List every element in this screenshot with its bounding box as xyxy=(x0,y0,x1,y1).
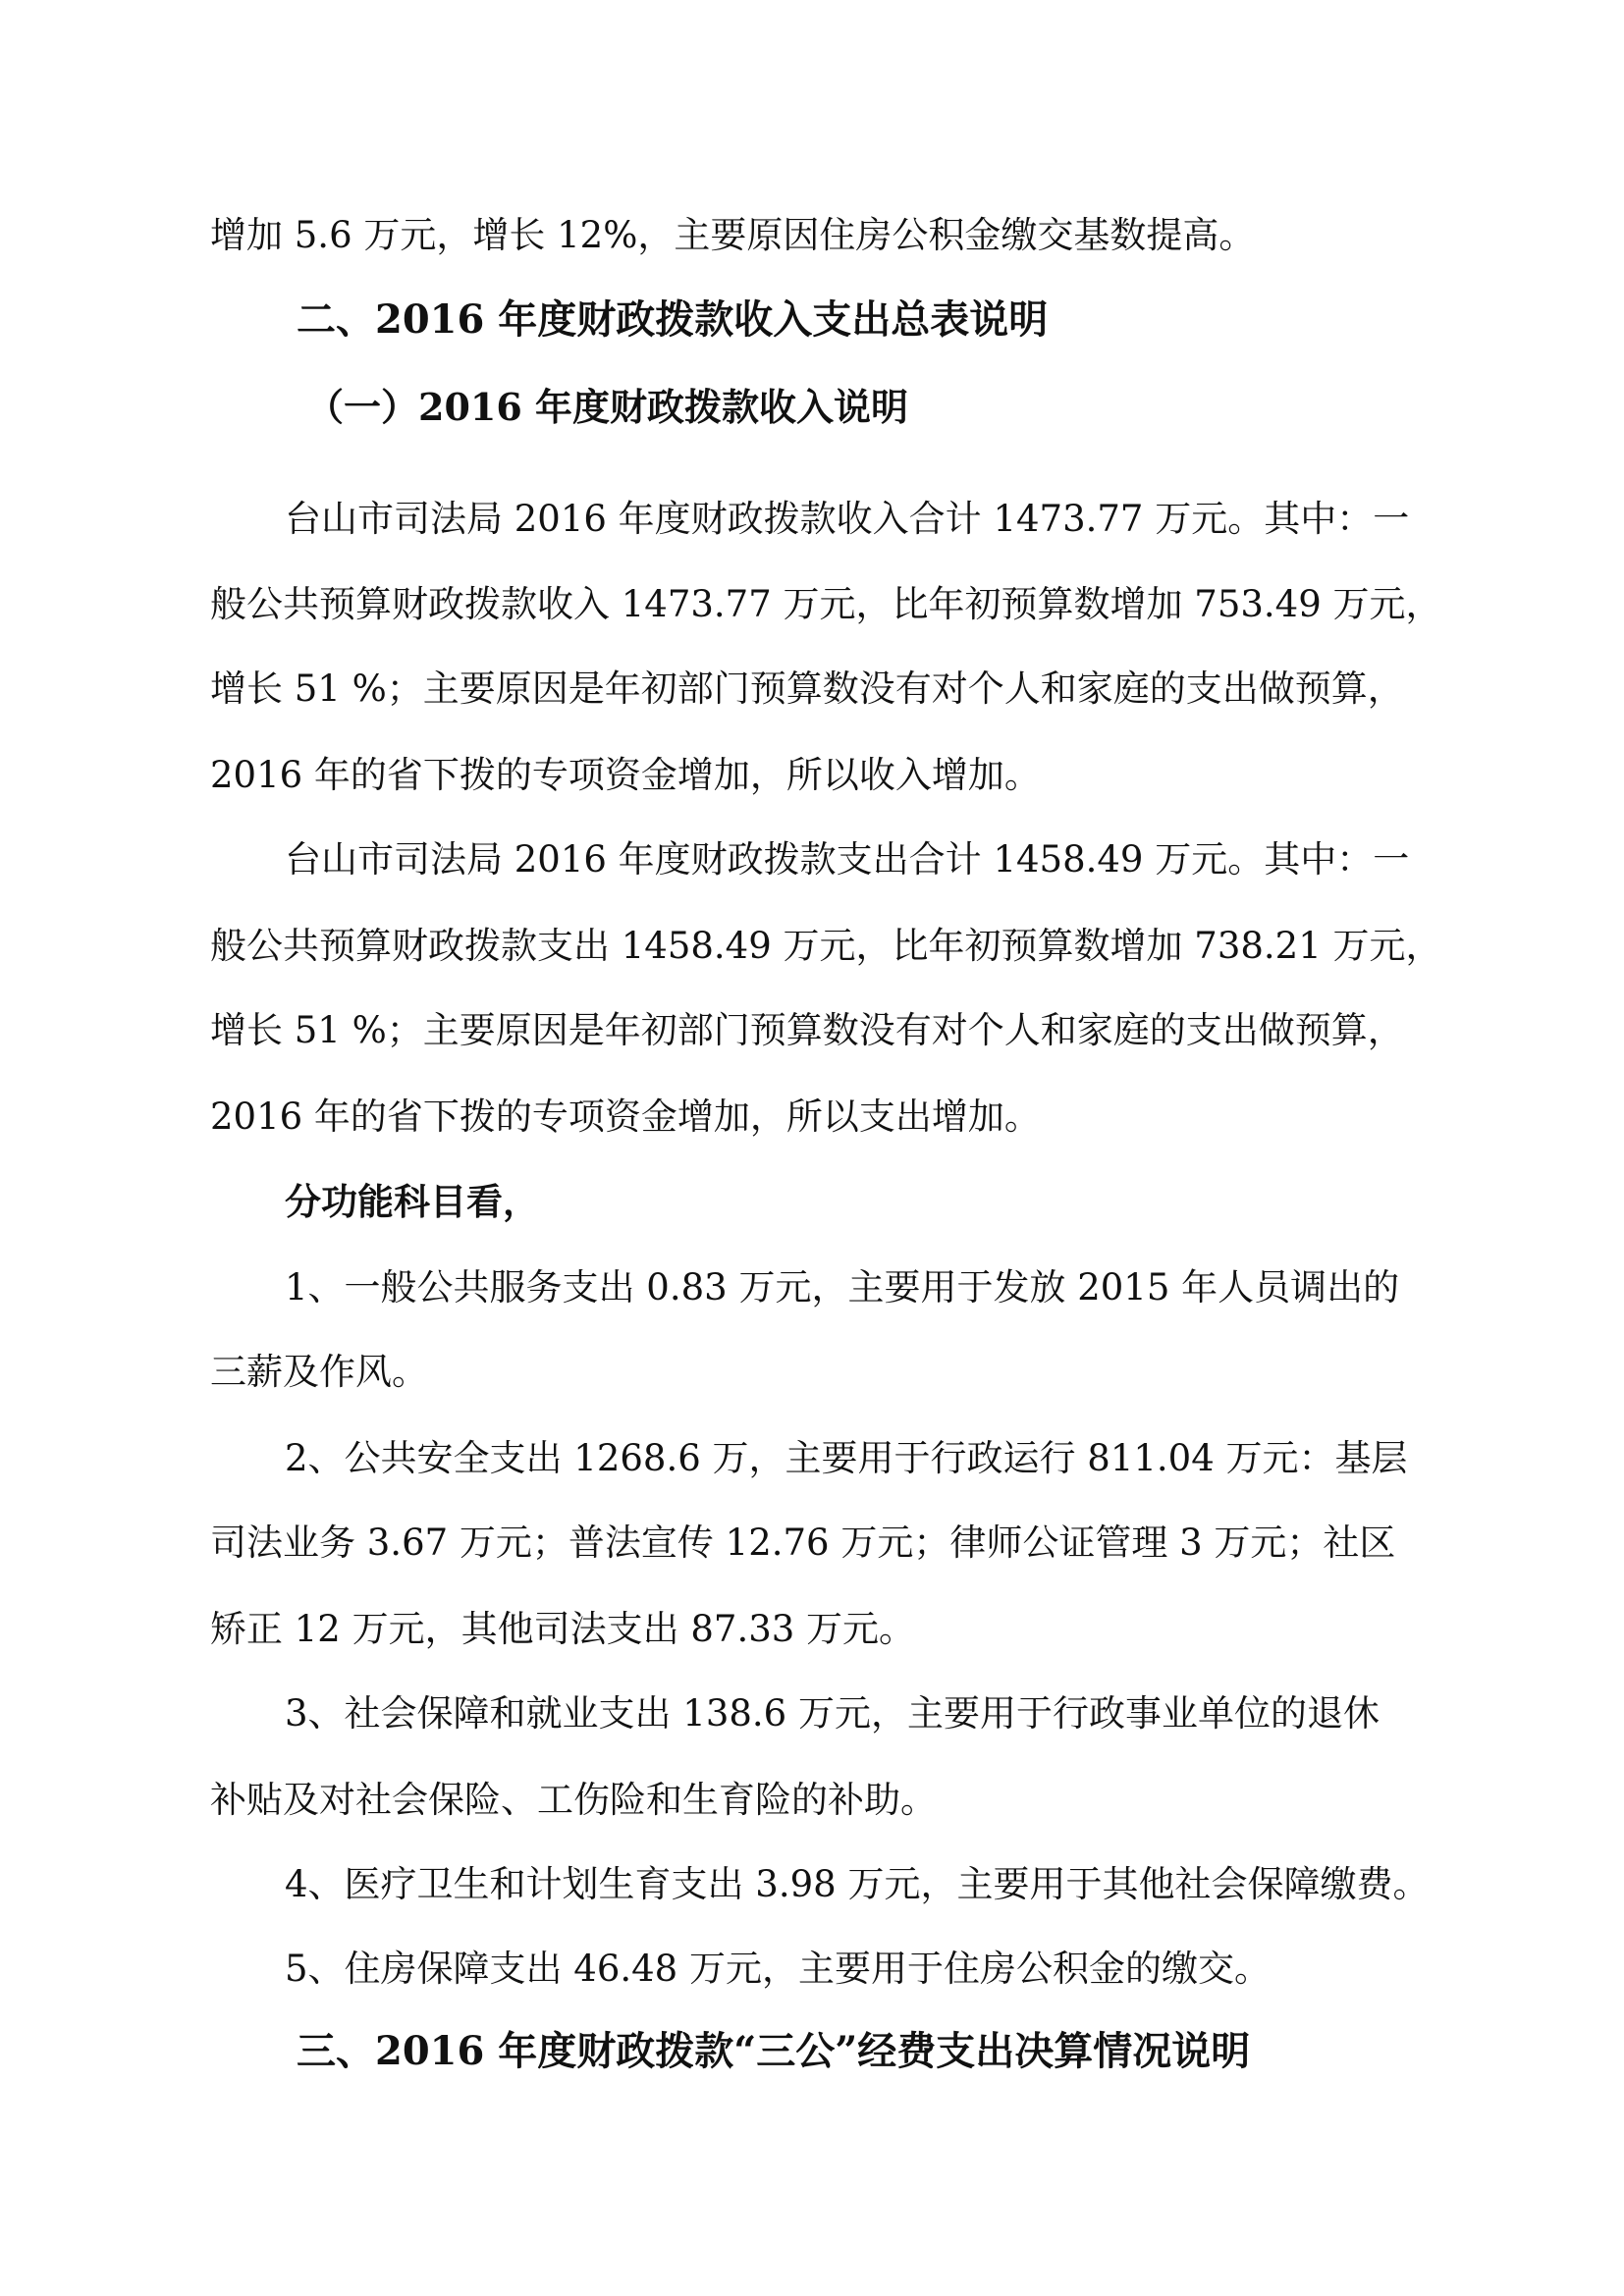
subsection-heading-2-1: （一）2016 年度财政拨款收入说明 xyxy=(306,385,908,429)
list-item-line: 3、社会保障和就业支出 138.6 万元，主要用于行政事业单位的退休 xyxy=(285,1692,1380,1735)
list-item-line: 4、医疗卫生和计划生育支出 3.98 万元，主要用于其他社会保障缴费。 xyxy=(285,1863,1430,1905)
paragraph-line: 般公共预算财政拨款收入 1473.77 万元，比年初预算数增加 753.49 万元， xyxy=(210,583,1442,625)
list-item-line: 补贴及对社会保险、工伤险和生育险的补助。 xyxy=(210,1779,937,1821)
list-item-line: 1、一般公共服务支出 0.83 万元，主要用于发放 2015 年人员调出的 xyxy=(285,1266,1400,1308)
paragraph-line: 增长 51 %；主要原因是年初部门预算数没有对个人和家庭的支出做预算， xyxy=(210,1009,1404,1051)
list-item-line: 三薪及作风。 xyxy=(210,1351,428,1393)
paragraph-line: 般公共预算财政拨款支出 1458.49 万元，比年初预算数增加 738.21 万元， xyxy=(210,925,1442,967)
paragraph-line: 台山市司法局 2016 年度财政拨款收入合计 1473.77 万元。其中：一 xyxy=(285,498,1410,540)
list-item-line: 矫正 12 万元，其他司法支出 87.33 万元。 xyxy=(210,1608,916,1650)
function-subject-title: 分功能科目看， xyxy=(285,1180,539,1223)
list-item-line: 5、住房保障支出 46.48 万元，主要用于住房公积金的缴交。 xyxy=(285,1948,1271,1990)
list-item-line: 司法业务 3.67 万元；普法宣传 12.76 万元；律师公证管理 3 万元；社区 xyxy=(210,1522,1396,1564)
paragraph-line: 2016 年的省下拨的专项资金增加，所以支出增加。 xyxy=(210,1095,1041,1138)
paragraph-line: 增长 51 %；主要原因是年初部门预算数没有对个人和家庭的支出做预算， xyxy=(210,667,1404,710)
paragraph-line: 台山市司法局 2016 年度财政拨款支出合计 1458.49 万元。其中：一 xyxy=(285,838,1410,881)
list-item-line: 2、公共安全支出 1268.6 万，主要用于行政运行 811.04 万元：基层 xyxy=(285,1437,1408,1479)
paragraph-line: 增加 5.6 万元，增长 12%，主要原因住房公积金缴交基数提高。 xyxy=(210,214,1256,256)
paragraph-line: 2016 年的省下拨的专项资金增加，所以收入增加。 xyxy=(210,754,1041,796)
section-heading-3: 三、2016 年度财政拨款“三公”经费支出决算情况说明 xyxy=(297,2028,1251,2074)
section-heading-2: 二、2016 年度财政拨款收入支出总表说明 xyxy=(297,296,1049,343)
